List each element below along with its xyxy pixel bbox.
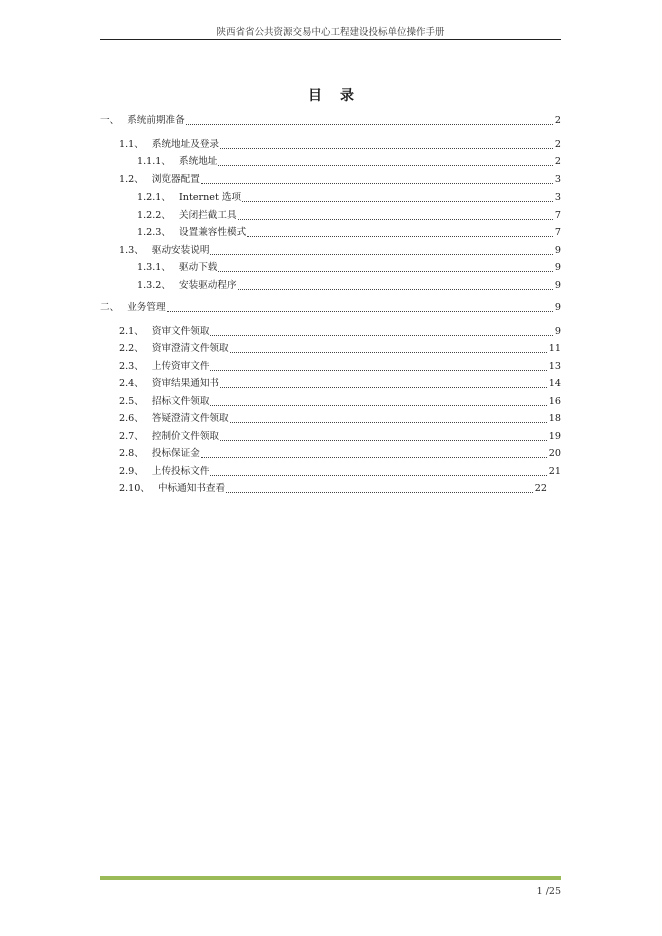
toc-entry-2-6[interactable]: [119, 413, 561, 425]
toc-entry-page: 18: [548, 413, 561, 424]
toc-entry-text: 资审文件领取: [151, 326, 210, 337]
toc-entry-1-3-2[interactable]: [137, 280, 561, 292]
toc-entry-number: 1.2.1、: [137, 192, 172, 203]
toc-entry-number: 1.2、: [119, 174, 144, 185]
toc-entry-1-3[interactable]: [119, 245, 561, 257]
toc-leader-dots: [220, 148, 553, 149]
toc-entry-page: 9: [554, 245, 561, 256]
toc-entry-page: 9: [554, 302, 561, 313]
toc-leader-dots: [218, 271, 553, 272]
toc-leader-dots: [226, 492, 533, 493]
toc-title-char-2: 录: [340, 88, 354, 104]
toc-entry-number: 2.5、: [119, 396, 144, 407]
toc-entry-page: 7: [554, 210, 561, 221]
toc-leader-dots: [230, 352, 547, 353]
toc-entry-number: 1.1、: [119, 139, 144, 150]
toc-entry-text: 招标文件领取: [151, 396, 210, 407]
toc-entry-text: 浏览器配置: [151, 174, 200, 185]
toc-entry-number: 一、: [100, 115, 120, 126]
toc-entry-1-2-2[interactable]: [137, 210, 561, 222]
toc-leader-dots: [201, 183, 553, 184]
toc-leader-dots: [210, 370, 546, 371]
toc-leader-dots: [220, 387, 547, 388]
toc-leader-dots: [210, 475, 546, 476]
toc-entry-page: 7: [554, 227, 561, 238]
toc-entry-page: 9: [554, 262, 561, 273]
toc-entry-number: 1.1.1、: [137, 156, 172, 167]
toc-entry-2-2[interactable]: [119, 343, 561, 355]
toc-entry-2-9[interactable]: [119, 466, 561, 478]
toc-entry-1-1[interactable]: [119, 139, 561, 151]
toc-entry-page: 19: [548, 431, 561, 442]
toc-leader-dots: [210, 335, 552, 336]
toc-entry-page: 2: [554, 156, 561, 167]
toc-entry-page: 13: [548, 361, 561, 372]
toc-entry-text: 设置兼容性模式: [179, 227, 247, 238]
toc-entry-number: 2.10、: [119, 483, 150, 494]
toc-entry-2-8[interactable]: [119, 448, 561, 460]
toc-entry-number: 1.3.1、: [137, 262, 172, 273]
table-of-contents: [100, 0, 561, 936]
toc-entry-2-5[interactable]: [119, 396, 561, 408]
toc-entry-1-3-1[interactable]: [137, 262, 561, 274]
toc-entry-text: 中标通知书查看: [157, 483, 226, 494]
toc-entry-page: 20: [548, 448, 561, 459]
toc-entry-text: 驱动下载: [179, 262, 218, 273]
toc-entry-number: 2.8、: [119, 448, 144, 459]
toc-leader-dots: [218, 165, 553, 166]
toc-entry-text: 投标保证金: [151, 448, 200, 459]
toc-entry-1-1-1[interactable]: [137, 156, 561, 168]
toc-title-char-1: 目: [308, 88, 322, 104]
toc-entry-page: 9: [554, 280, 561, 291]
toc-leader-dots: [242, 201, 553, 202]
toc-entry-text: 上传资审文件: [151, 361, 210, 372]
toc-entry-page: 3: [554, 174, 561, 185]
toc-entry-text: 资审澄清文件领取: [151, 343, 229, 354]
toc-leader-dots: [201, 457, 547, 458]
toc-entry-text: 驱动安装说明: [151, 245, 210, 256]
toc-entry-number: 2.7、: [119, 431, 144, 442]
toc-entry-number: 1.3、: [119, 245, 144, 256]
toc-entry-page: 3: [554, 192, 561, 203]
toc-entry-text: 系统地址及登录: [151, 139, 220, 150]
toc-entry-text: 答疑澄清文件领取: [151, 413, 229, 424]
toc-entry-page: 14: [548, 378, 561, 389]
toc-leader-dots: [210, 405, 546, 406]
toc-entry-number: 2.4、: [119, 378, 144, 389]
toc-entry-number: 2.2、: [119, 343, 144, 354]
toc-entry-2-3[interactable]: [119, 361, 561, 373]
toc-entry-number: 1.2.2、: [137, 210, 172, 221]
toc-leader-dots: [186, 124, 553, 125]
toc-entry-page: 16: [548, 396, 561, 407]
toc-entry-1-2-3[interactable]: [137, 227, 561, 239]
toc-entry-number: 2.9、: [119, 466, 144, 477]
toc-entry-1[interactable]: [100, 115, 561, 127]
footer-rule: [100, 876, 561, 880]
toc-entry-text: Internet 选项: [179, 192, 242, 203]
toc-entry-number: 2.3、: [119, 361, 144, 372]
toc-entry-number: 2.6、: [119, 413, 144, 424]
toc-leader-dots: [210, 254, 552, 255]
toc-entry-text: 系统前期准备: [127, 115, 185, 126]
toc-entry-page: 11: [548, 343, 561, 354]
toc-entry-page: 2: [554, 115, 561, 126]
page-number: 1 /25: [536, 886, 561, 897]
toc-entry-number: 1.2.3、: [137, 227, 172, 238]
toc-entry-page: 21: [548, 466, 561, 477]
toc-entry-2-10[interactable]: [119, 483, 547, 495]
toc-entry-1-2-1[interactable]: [137, 192, 561, 204]
toc-entry-number: 二、: [100, 302, 120, 313]
toc-entry-page: 2: [554, 139, 561, 150]
toc-leader-dots: [220, 440, 547, 441]
toc-entry-number: 1.3.2、: [137, 280, 172, 291]
toc-entry-text: 关闭拦截工具: [179, 210, 237, 221]
toc-entry-2-1[interactable]: [119, 326, 561, 338]
toc-entry-1-2[interactable]: [119, 174, 561, 186]
toc-leader-dots: [247, 236, 553, 237]
toc-entry-2-4[interactable]: [119, 378, 561, 390]
toc-entry-text: 系统地址: [179, 156, 218, 167]
toc-entry-page: 9: [554, 326, 561, 337]
toc-entry-text: 上传投标文件: [151, 466, 210, 477]
toc-entry-text: 资审结果通知书: [151, 378, 220, 389]
toc-entry-text: 业务管理: [127, 302, 166, 313]
toc-entry-text: 安装驱动程序: [179, 280, 237, 291]
toc-entry-2-7[interactable]: [119, 431, 561, 443]
toc-entry-number: 2.1、: [119, 326, 144, 337]
toc-leader-dots: [230, 422, 547, 423]
toc-entry-text: 控制价文件领取: [151, 431, 220, 442]
toc-leader-dots: [238, 289, 553, 290]
page-header-title: 陕西省省公共资源交易中心工程建设投标单位操作手册: [216, 27, 445, 38]
toc-leader-dots: [167, 311, 553, 312]
toc-leader-dots: [238, 219, 553, 220]
toc-entry-2[interactable]: [100, 302, 561, 314]
toc-entry-page: 22: [534, 483, 547, 494]
